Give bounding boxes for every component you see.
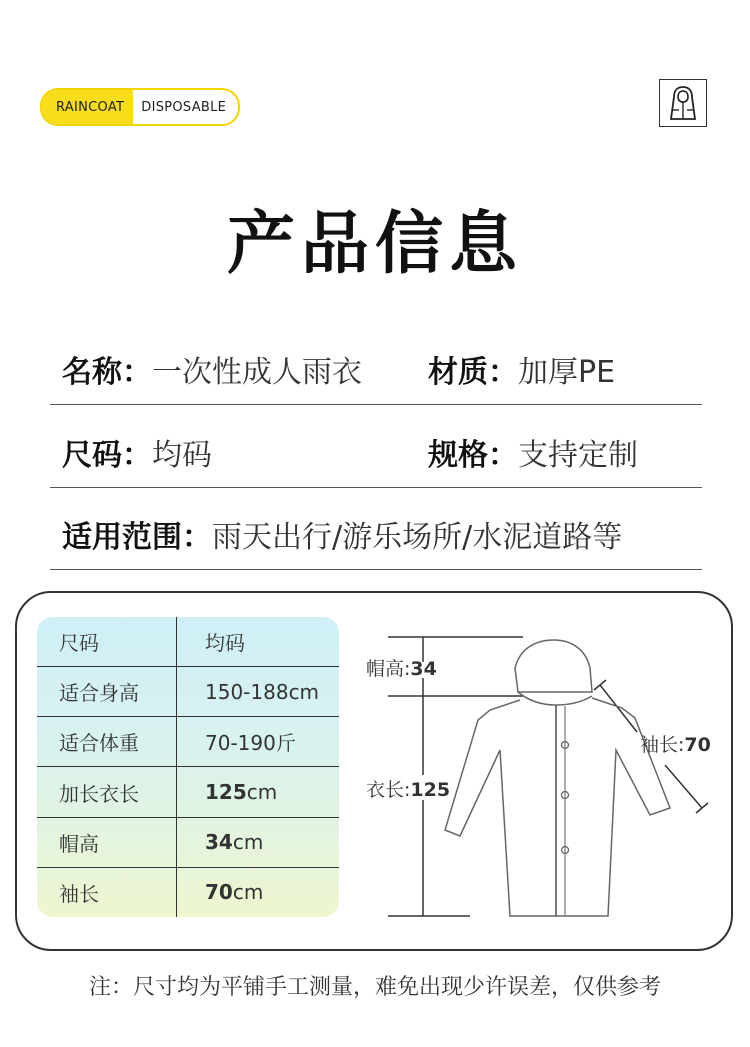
info-row-size-spec — [50, 408, 702, 488]
product-scope: 适用范围：雨天出行/游乐场所/水泥道路等 — [62, 520, 623, 555]
product-material: 材质：加厚PE — [428, 355, 616, 390]
table-row — [37, 617, 339, 666]
info-row-scope — [50, 490, 702, 570]
table-cell: 袖长 — [37, 867, 177, 917]
product-name: 名称：一次性成人雨衣 — [62, 355, 362, 390]
table-row — [37, 817, 339, 867]
table-row — [37, 717, 339, 767]
table-cell: 加长衣长 — [37, 767, 177, 817]
table-row — [37, 867, 339, 917]
badge-raincoat: RAINCOAT — [42, 90, 133, 124]
badge-disposable: DISPOSABLE — [141, 99, 227, 115]
page-title: 产品信息 — [226, 205, 523, 284]
product-spec: 规格：支持定制 — [428, 438, 638, 473]
table-cell: 帽高 — [37, 817, 177, 867]
sleeve-length-label: 袖长:70 — [640, 734, 711, 756]
table-row — [37, 666, 339, 716]
table-cell: 70-190斤 — [177, 717, 340, 767]
table-header-cell: 均码 — [177, 617, 340, 666]
size-table — [37, 617, 339, 917]
table-cell: 125cm — [177, 767, 340, 817]
measurement-note: 注：尺寸均为平铺手工测量，难免出现少许误差，仅供参考 — [88, 975, 661, 1000]
table-cell: 70cm — [205, 880, 264, 905]
table-cell: 150-188cm — [177, 666, 340, 716]
product-badge — [40, 88, 240, 126]
table-row — [37, 767, 339, 817]
table-cell: 34cm — [177, 817, 340, 867]
table-header-cell: 尺码 — [37, 617, 177, 666]
coat-length-label: 衣长:125 — [366, 779, 451, 801]
info-row-name-material — [50, 325, 702, 405]
product-size: 尺码：均码 — [62, 438, 212, 473]
raincoat-icon — [659, 79, 707, 127]
table-cell: 适合身高 — [37, 666, 177, 716]
raincoat-diagram — [360, 610, 730, 940]
table-cell: 适合体重 — [37, 717, 177, 767]
hood-height-label: 帽高:34 — [366, 658, 437, 680]
